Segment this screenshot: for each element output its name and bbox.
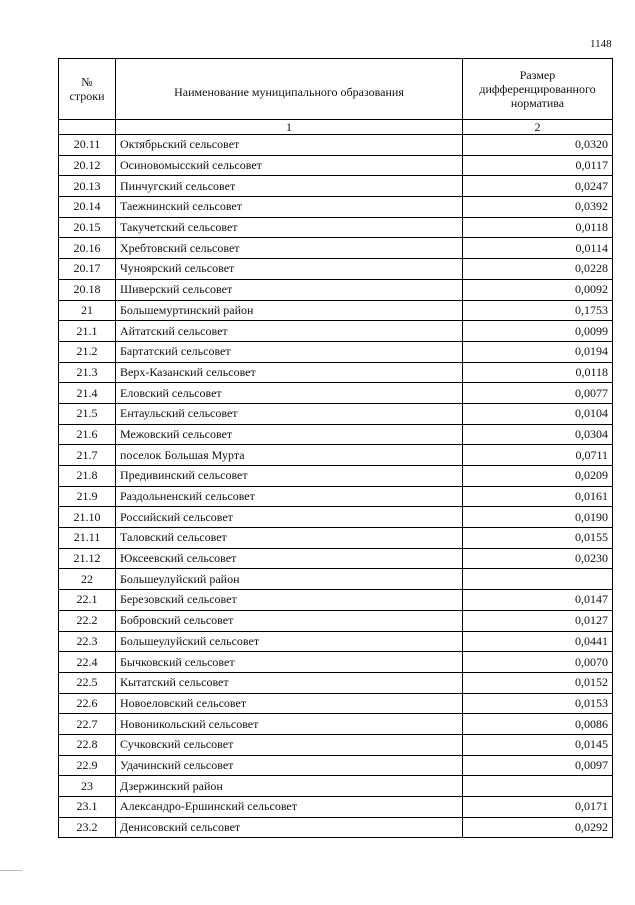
- row-number-header-text: № строки: [69, 75, 105, 103]
- norm-value-cell: 0,0104: [463, 403, 613, 424]
- row-number-cell: 21.7: [59, 445, 116, 466]
- municipality-name-cell: Александро-Ершинский сельсовет: [116, 797, 463, 818]
- table-row: [59, 507, 613, 528]
- column-index-name: 1: [116, 120, 463, 135]
- row-number-cell: 20.14: [59, 197, 116, 218]
- norm-value-cell: 0,0711: [463, 445, 613, 466]
- row-number-cell: 20.13: [59, 176, 116, 197]
- municipality-name-cell: Таловский сельсовет: [116, 528, 463, 549]
- norm-value-cell: 0,0230: [463, 548, 613, 569]
- scan-edge-mark: [0, 870, 22, 871]
- municipality-name-cell: Межовский сельсовет: [116, 424, 463, 445]
- municipality-name-cell: Юксеевский сельсовет: [116, 548, 463, 569]
- table-row: [59, 445, 613, 466]
- row-number-cell: 21.11: [59, 528, 116, 549]
- row-number-cell: 21.10: [59, 507, 116, 528]
- table-row: [59, 238, 613, 259]
- row-number-cell: 20.18: [59, 279, 116, 300]
- municipality-name-header-text: Наименование муниципального образования: [174, 85, 404, 99]
- norm-value-cell: 0,0070: [463, 652, 613, 673]
- norm-value-cell: 0,0155: [463, 528, 613, 549]
- norm-size-header: [463, 59, 613, 120]
- norm-value-cell: 0,0209: [463, 466, 613, 487]
- row-number-cell: 21.2: [59, 341, 116, 362]
- row-number-cell: 21.6: [59, 424, 116, 445]
- table-row: [59, 259, 613, 280]
- norm-value-cell: 0,0099: [463, 321, 613, 342]
- municipality-name-cell: Большемуртинский район: [116, 300, 463, 321]
- municipality-name-cell: Хребтовский сельсовет: [116, 238, 463, 259]
- norm-value-cell: 0,0118: [463, 362, 613, 383]
- table-row: [59, 341, 613, 362]
- row-number-cell: 23: [59, 776, 116, 797]
- table-row: [59, 362, 613, 383]
- row-number-cell: 21: [59, 300, 116, 321]
- row-number-cell: 21.4: [59, 383, 116, 404]
- norms-table: [58, 58, 613, 838]
- row-number-cell: 23.1: [59, 797, 116, 818]
- table-row: [59, 590, 613, 611]
- municipality-name-cell: Верх-Казанский сельсовет: [116, 362, 463, 383]
- row-number-cell: 21.5: [59, 403, 116, 424]
- table-row: [59, 279, 613, 300]
- municipality-name-cell: Березовский сельсовет: [116, 590, 463, 611]
- row-number-cell: 21.12: [59, 548, 116, 569]
- norm-value-cell: 0,0147: [463, 590, 613, 611]
- norm-value-cell: [463, 569, 613, 590]
- municipality-name-cell: Ентаульский сельсовет: [116, 403, 463, 424]
- table-row: [59, 693, 613, 714]
- row-number-cell: 20.16: [59, 238, 116, 259]
- municipality-name-cell: Новоеловский сельсовет: [116, 693, 463, 714]
- municipality-name-cell: Сучковский сельсовет: [116, 734, 463, 755]
- row-number-cell: 22: [59, 569, 116, 590]
- municipality-name-cell: Шиверский сельсовет: [116, 279, 463, 300]
- norm-value-cell: 0,0145: [463, 734, 613, 755]
- norm-size-header-text: Размер дифференцированного норматива: [479, 68, 596, 110]
- municipality-name-cell: Большеулуйский район: [116, 569, 463, 590]
- table-row: [59, 155, 613, 176]
- norm-value-cell: 0,0171: [463, 797, 613, 818]
- row-number-cell: 22.2: [59, 610, 116, 631]
- municipality-name-cell: Большеулуйский сельсовет: [116, 631, 463, 652]
- norm-value-cell: 0,1753: [463, 300, 613, 321]
- table-body: [59, 135, 613, 838]
- norm-value-cell: 0,0086: [463, 714, 613, 735]
- row-number-cell: 22.7: [59, 714, 116, 735]
- norm-value-cell: 0,0194: [463, 341, 613, 362]
- norm-value-cell: 0,0117: [463, 155, 613, 176]
- municipality-name-cell: Чуноярский сельсовет: [116, 259, 463, 280]
- municipality-name-cell: Таежнинский сельсовет: [116, 197, 463, 218]
- municipality-name-cell: Осиновомысский сельсовет: [116, 155, 463, 176]
- row-number-cell: 22.3: [59, 631, 116, 652]
- norm-value-cell: 0,0441: [463, 631, 613, 652]
- table-row: [59, 176, 613, 197]
- norm-value-cell: 0,0247: [463, 176, 613, 197]
- table-row: [59, 548, 613, 569]
- table-row: [59, 486, 613, 507]
- row-number-cell: 20.15: [59, 217, 116, 238]
- norm-value-cell: 0,0292: [463, 817, 613, 838]
- norm-value-cell: 0,0392: [463, 197, 613, 218]
- row-number-cell: 21.3: [59, 362, 116, 383]
- row-number-cell: 21.8: [59, 466, 116, 487]
- municipality-name-cell: Бобровский сельсовет: [116, 610, 463, 631]
- norm-value-cell: 0,0097: [463, 755, 613, 776]
- row-number-cell: 23.2: [59, 817, 116, 838]
- table-row: [59, 817, 613, 838]
- norm-value-cell: 0,0320: [463, 135, 613, 156]
- municipality-name-cell: Российский сельсовет: [116, 507, 463, 528]
- norm-value-cell: 0,0127: [463, 610, 613, 631]
- norm-value-cell: 0,0114: [463, 238, 613, 259]
- table-row: [59, 755, 613, 776]
- table-row: [59, 569, 613, 590]
- norm-value-cell: 0,0304: [463, 424, 613, 445]
- municipality-name-cell: Еловский сельсовет: [116, 383, 463, 404]
- table-row: [59, 424, 613, 445]
- table-row: [59, 610, 613, 631]
- row-number-cell: 20.17: [59, 259, 116, 280]
- table-row: [59, 135, 613, 156]
- table-row: [59, 672, 613, 693]
- municipality-name-cell: Такучетский сельсовет: [116, 217, 463, 238]
- municipality-name-cell: Предивинский сельсовет: [116, 466, 463, 487]
- municipality-name-cell: Удачинский сельсовет: [116, 755, 463, 776]
- municipality-name-cell: Айтатский сельсовет: [116, 321, 463, 342]
- table-row: [59, 734, 613, 755]
- municipality-name-cell: Раздольненский сельсовет: [116, 486, 463, 507]
- table-header-row: [59, 59, 613, 120]
- table-row: [59, 300, 613, 321]
- row-number-cell: 21.9: [59, 486, 116, 507]
- table-row: [59, 466, 613, 487]
- page-number: 1148: [590, 38, 612, 50]
- norm-value-cell: 0,0077: [463, 383, 613, 404]
- norm-value-cell: 0,0092: [463, 279, 613, 300]
- norm-value-cell: 0,0118: [463, 217, 613, 238]
- table-row: [59, 197, 613, 218]
- municipality-name-cell: Новоникольский сельсовет: [116, 714, 463, 735]
- table-row: [59, 403, 613, 424]
- column-index-empty: [59, 120, 116, 135]
- table-row: [59, 528, 613, 549]
- municipality-name-header: [116, 59, 463, 120]
- municipality-name-cell: Кытатский сельсовет: [116, 672, 463, 693]
- row-number-cell: 20.12: [59, 155, 116, 176]
- municipality-name-cell: Октябрьский сельсовет: [116, 135, 463, 156]
- table-row: [59, 321, 613, 342]
- table-row: [59, 797, 613, 818]
- municipality-name-cell: Денисовский сельсовет: [116, 817, 463, 838]
- row-number-cell: 22.5: [59, 672, 116, 693]
- municipality-name-cell: Дзержинский район: [116, 776, 463, 797]
- norm-value-cell: 0,0161: [463, 486, 613, 507]
- norm-value-cell: 0,0153: [463, 693, 613, 714]
- table-row: [59, 631, 613, 652]
- municipality-name-cell: Бартатский сельсовет: [116, 341, 463, 362]
- municipality-name-cell: Пинчугский сельсовет: [116, 176, 463, 197]
- table-row: [59, 217, 613, 238]
- row-number-cell: 22.1: [59, 590, 116, 611]
- municipality-name-cell: поселок Большая Мурта: [116, 445, 463, 466]
- norm-value-cell: 0,0190: [463, 507, 613, 528]
- table-row: [59, 383, 613, 404]
- row-number-cell: 21.1: [59, 321, 116, 342]
- table-row: [59, 776, 613, 797]
- row-number-header: [59, 59, 116, 120]
- column-index-value: 2: [463, 120, 613, 135]
- row-number-cell: 20.11: [59, 135, 116, 156]
- table-row: [59, 652, 613, 673]
- table-row: [59, 714, 613, 735]
- row-number-cell: 22.6: [59, 693, 116, 714]
- municipality-name-cell: Бычковский сельсовет: [116, 652, 463, 673]
- row-number-cell: 22.4: [59, 652, 116, 673]
- norm-value-cell: 0,0228: [463, 259, 613, 280]
- row-number-cell: 22.8: [59, 734, 116, 755]
- norm-value-cell: 0,0152: [463, 672, 613, 693]
- row-number-cell: 22.9: [59, 755, 116, 776]
- norm-value-cell: [463, 776, 613, 797]
- column-index-row: [59, 120, 613, 135]
